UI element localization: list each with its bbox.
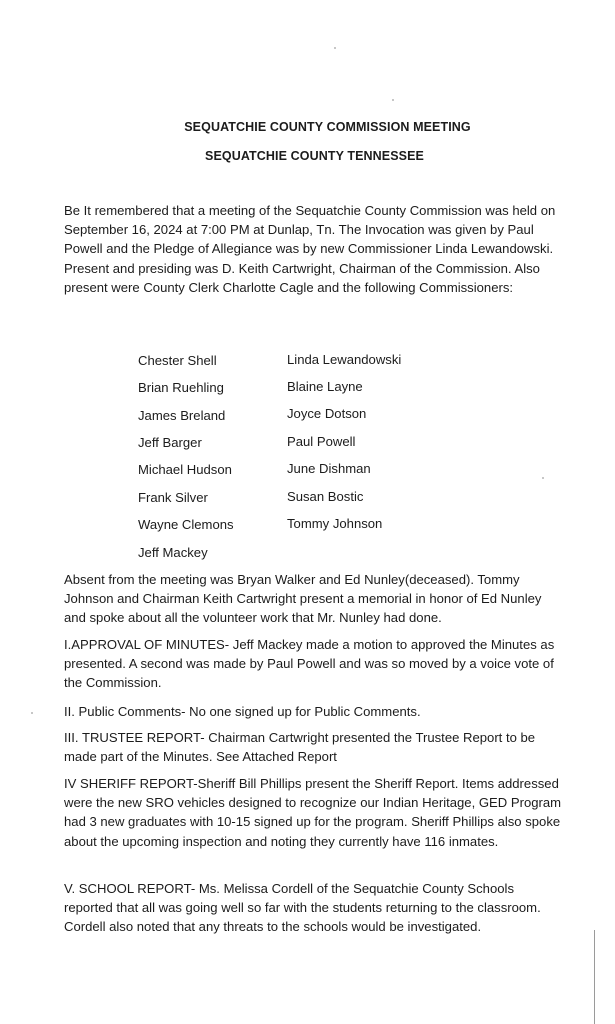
commissioner-name: James Breland bbox=[138, 408, 226, 423]
commissioner-name: Joyce Dotson bbox=[287, 406, 367, 421]
commissioner-name: Blaine Layne bbox=[287, 379, 363, 394]
scan-speck bbox=[392, 99, 394, 101]
commissioner-name: Wayne Clemons bbox=[138, 517, 234, 532]
commissioner-name: Tommy Johnson bbox=[287, 516, 383, 531]
commissioner-name: Michael Hudson bbox=[138, 462, 232, 477]
commissioner-name: Linda Lewandowski bbox=[287, 352, 402, 367]
commissioner-name: Jeff Mackey bbox=[138, 545, 208, 560]
scan-speck bbox=[31, 712, 33, 714]
approval-of-minutes-paragraph: I.APPROVAL OF MINUTES- Jeff Mackey made a motion to approved the Minutes as presented. A second was made by Paul Powell and was so moved by a voice vote of the Commission. bbox=[64, 637, 555, 691]
trustee-report-paragraph: III. TRUSTEE REPORT- Chairman Cartwright presented the Trustee Report to be made part of the Minutes. See Attached Report bbox=[64, 730, 536, 765]
sheriff-report-paragraph: IV SHERIFF REPORT-Sheriff Bill Phillips present the Sheriff Report. Items addressed were the new SRO vehicles designed to recognize our Indian Heritage, GED Program had 3 new graduates with 10-15 signed up for the program. Sheriff Phillips also spoke about the upcoming inspection and noting they currently have 116 inmates. bbox=[64, 776, 562, 849]
scan-edge-line bbox=[594, 930, 595, 1024]
document-title: SEQUATCHIE COUNTY COMMISSION MEETING bbox=[184, 120, 471, 134]
commissioner-name: Paul Powell bbox=[287, 434, 356, 449]
commissioner-name: June Dishman bbox=[287, 461, 371, 476]
scan-speck bbox=[334, 47, 336, 49]
commissioner-name: Brian Ruehling bbox=[138, 380, 224, 395]
school-report-paragraph: V. SCHOOL REPORT- Ms. Melissa Cordell of the Sequatchie County Schools reported that all was going well so far with the students returning to the classroom. Cordell also noted that any threats to the schools would be investigated. bbox=[64, 881, 541, 935]
document-subtitle: SEQUATCHIE COUNTY TENNESSEE bbox=[205, 149, 424, 163]
intro-paragraph: Be It remembered that a meeting of the Sequatchie County Commission was held on September 16, 2024 at 7:00 PM at Dunlap, Tn. The Invocation was given by Paul Powell and the Pledge of Allegiance was by new Commissioner Linda Lewandowski. Present and presiding was D. Keith Cartwright, Chairman of the Commission. Also present were County Clerk Charlotte Cagle and the following Commissioners: bbox=[64, 203, 556, 295]
absent-paragraph: Absent from the meeting was Bryan Walker and Ed Nunley(deceased). Tommy Johnson and Chairman Keith Cartwright present a memorial in honor of Ed Nunley and spoke about all the volunteer work that Mr. Nunley had done. bbox=[64, 572, 542, 626]
commissioner-name: Frank Silver bbox=[138, 490, 208, 505]
scan-speck bbox=[542, 477, 544, 479]
commissioner-name: Susan Bostic bbox=[287, 489, 364, 504]
public-comments-paragraph: II. Public Comments- No one signed up for Public Comments. bbox=[64, 704, 421, 719]
commissioner-name: Chester Shell bbox=[138, 353, 217, 368]
commissioner-name: Jeff Barger bbox=[138, 435, 202, 450]
